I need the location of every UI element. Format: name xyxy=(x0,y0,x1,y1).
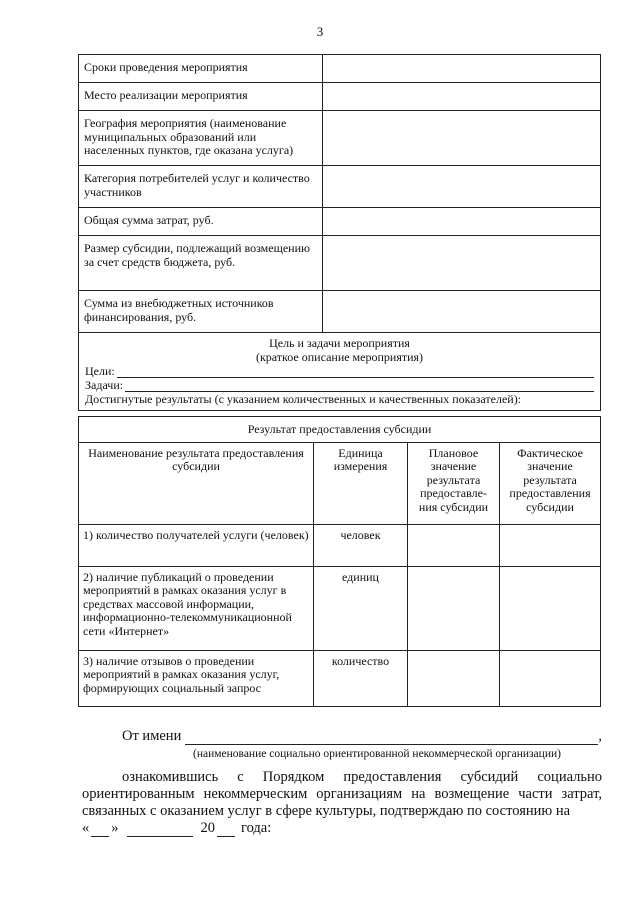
event-place-value[interactable] xyxy=(323,83,601,111)
result-unit: единиц xyxy=(314,566,408,650)
consumer-category-value[interactable] xyxy=(323,166,601,208)
year-input-line[interactable] xyxy=(217,823,235,837)
table-row xyxy=(79,166,601,208)
goals-input-line[interactable] xyxy=(117,366,594,378)
subsidy-results-table xyxy=(78,416,601,707)
result-planned[interactable] xyxy=(408,650,500,706)
declaration-text: ознакомившись с Порядком предоставления субсидий социально ориентированным некоммерческим организациям на возмещение части затрат, связанных с оказанием услуг в сфере культуры, подтверждаю по состоянию на xyxy=(82,769,602,819)
table-row xyxy=(79,417,601,443)
results-label: Достигнутые результаты (с указанием количественных и качественных показателей): xyxy=(85,392,522,406)
extrabudget-amount-label: Сумма из внебюджетных источников финансирования, руб. xyxy=(79,291,323,333)
from-label: От имени xyxy=(122,728,182,744)
column-header-planned: Плановое значение результата предоставле-ния субсидии xyxy=(408,442,500,524)
result-planned[interactable] xyxy=(408,524,500,566)
result-actual[interactable] xyxy=(500,566,601,650)
results-table-title: Результат предоставления субсидии xyxy=(79,417,601,443)
result-planned[interactable] xyxy=(408,566,500,650)
organization-caption: (наименование социально ориентированной некоммерческой организации) xyxy=(193,748,561,760)
event-dates-label: Сроки проведения мероприятия xyxy=(79,55,323,83)
result-unit: количество xyxy=(314,650,408,706)
table-row xyxy=(79,291,601,333)
subsidy-amount-value[interactable] xyxy=(323,236,601,291)
total-costs-value[interactable] xyxy=(323,208,601,236)
event-dates-value[interactable] xyxy=(323,55,601,83)
column-header-name: Наименование результата предоставления субсидии xyxy=(79,442,314,524)
result-unit: человек xyxy=(314,524,408,566)
header-row xyxy=(79,442,601,524)
event-place-label: Место реализации мероприятия xyxy=(79,83,323,111)
table-row xyxy=(79,236,601,291)
year-prefix: 20 xyxy=(200,820,215,836)
extrabudget-amount-value[interactable] xyxy=(323,291,601,333)
table-row xyxy=(79,83,601,111)
table-row xyxy=(79,208,601,236)
consumer-category-label: Категория потребителей услуг и количество участников xyxy=(79,166,323,208)
table-row xyxy=(79,524,601,566)
year-suffix: года: xyxy=(241,820,272,836)
table-row xyxy=(79,55,601,83)
column-header-actual: Фактическое значение результата предоставления субсидии xyxy=(500,442,601,524)
table-row xyxy=(79,650,601,706)
goals-row xyxy=(79,333,601,411)
table-row xyxy=(79,566,601,650)
subsidy-amount-label: Размер субсидии, подлежащий возмещению за счет средств бюджета, руб. xyxy=(79,236,323,291)
date-close-quote: » xyxy=(111,820,119,836)
table-row xyxy=(79,111,601,166)
goals-label: Цели: xyxy=(85,363,115,378)
goals-title: Цель и задачи мероприятия xyxy=(269,336,410,350)
result-name: 3) наличие отзывов о проведении мероприятий в рамках оказания услуг, формирующих социальный запрос xyxy=(79,650,314,706)
result-actual[interactable] xyxy=(500,650,601,706)
tasks-label: Задачи: xyxy=(85,377,124,392)
month-input-line[interactable] xyxy=(127,823,193,837)
date-open-quote: « xyxy=(82,820,90,836)
date-line xyxy=(82,820,602,837)
event-geography-value[interactable] xyxy=(323,111,601,166)
organization-name-input-line[interactable] xyxy=(185,730,598,745)
event-geography-label: География мероприятия (наименование муниципальных образований или населенных пунктов, где оказана услуга) xyxy=(79,111,323,166)
event-info-table xyxy=(78,54,601,411)
total-costs-label: Общая сумма затрат, руб. xyxy=(79,208,323,236)
day-input-line[interactable] xyxy=(91,823,109,837)
result-actual[interactable] xyxy=(500,524,601,566)
tasks-input-line[interactable] xyxy=(125,380,594,392)
column-header-unit: Единица измерения xyxy=(314,442,408,524)
result-name: 1) количество получателей услуги (человек) xyxy=(79,524,314,566)
page-number: 3 xyxy=(316,24,324,39)
declaration-block xyxy=(82,728,602,837)
from-suffix: , xyxy=(598,728,602,744)
goals-subtitle: (краткое описание мероприятия) xyxy=(255,349,424,364)
result-name: 2) наличие публикаций о проведении мероприятий в рамках оказания услуг в средствах массовой информации, информационно-телекоммуникационной сети «Интернет» xyxy=(79,566,314,650)
